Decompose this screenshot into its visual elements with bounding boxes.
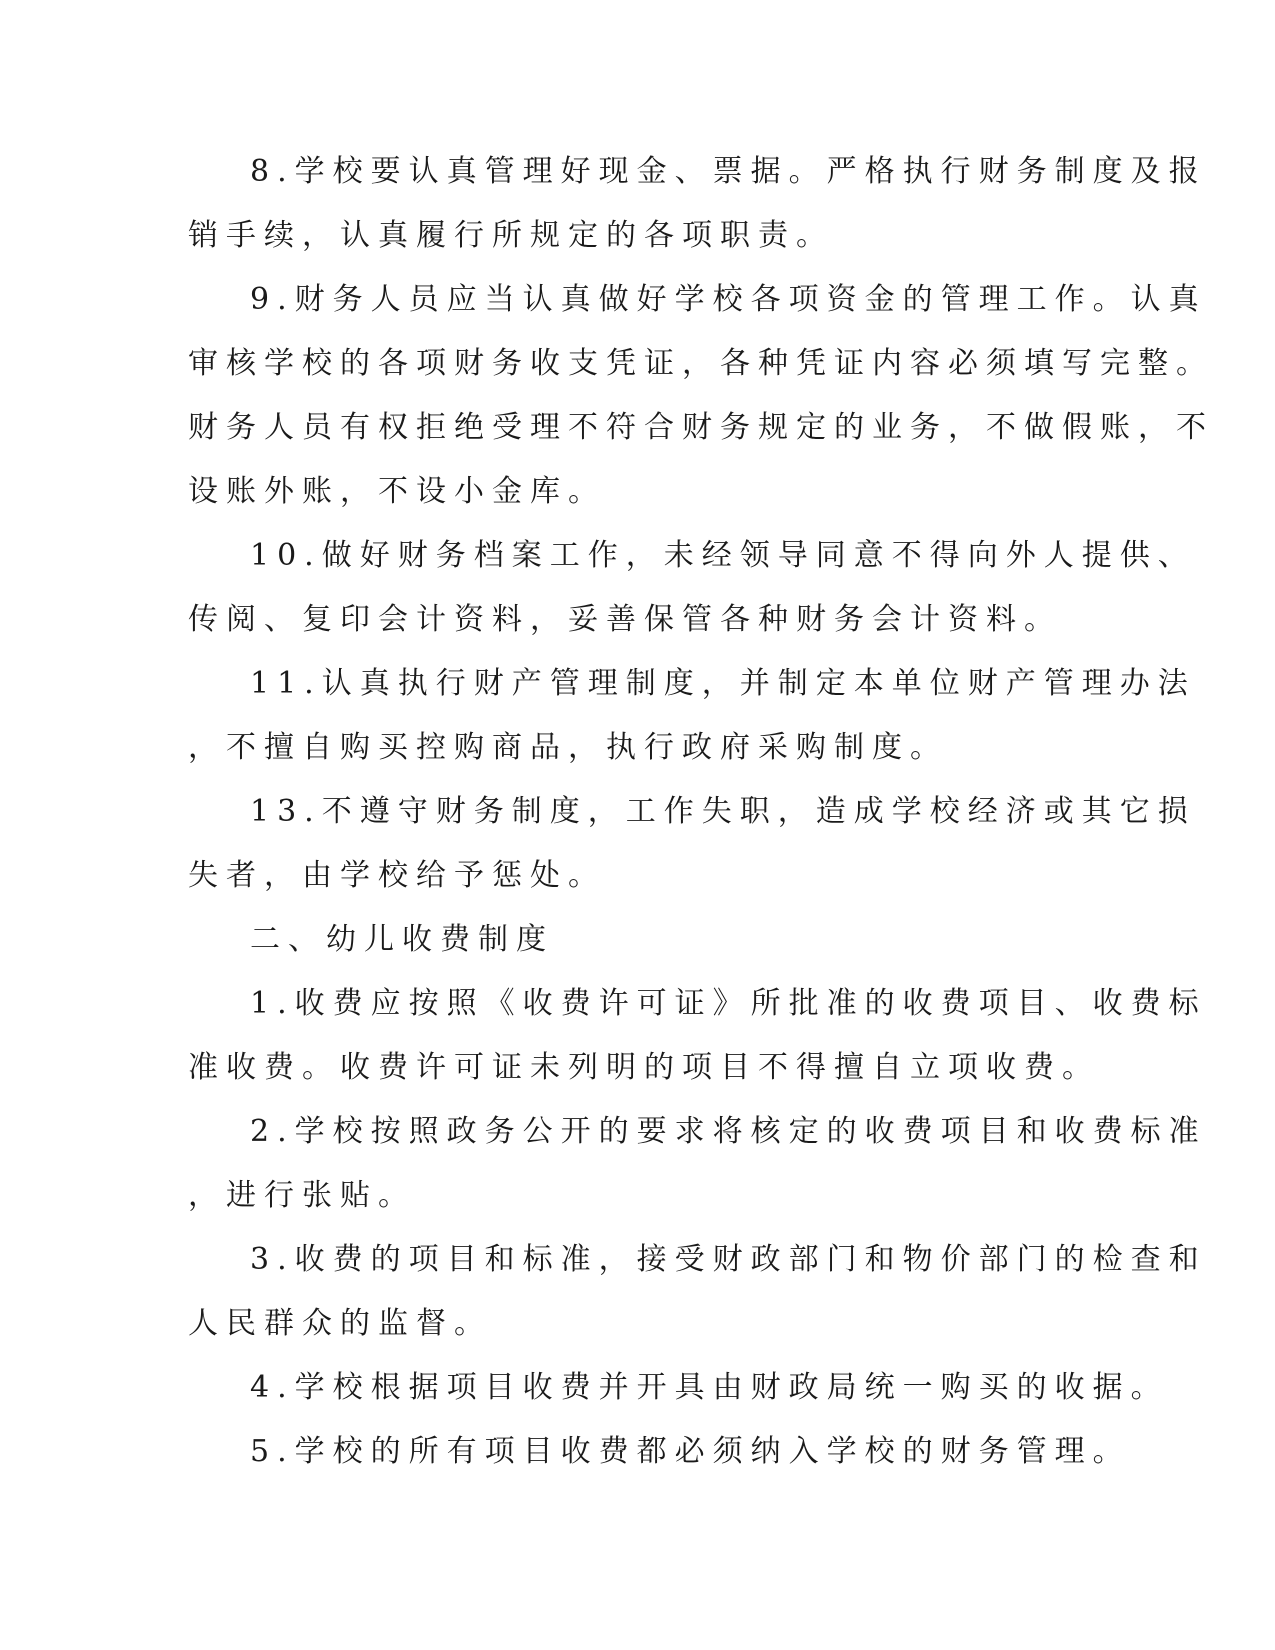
text-line: 销手续，认真履行所规定的各项职责。 [188,218,834,253]
text-line: 3.收费的项目和标准，接受财政部门和物价部门的检查和 [250,1242,1207,1277]
text-line: 1.收费应按照《收费许可证》所批准的收费项目、收费标 [250,986,1207,1021]
text-line: ，不擅自购买控购商品，执行政府采购制度。 [188,730,948,765]
text-line: 5.学校的所有项目收费都必须纳入学校的财务管理。 [250,1434,1131,1469]
text-line: 11.认真执行财产管理制度，并制定本单位财产管理办法 [250,666,1196,701]
text-line: 13.不遵守财务制度，工作失职，造成学校经济或其它损 [250,794,1196,829]
text-line: 9.财务人员应当认真做好学校各项资金的管理工作。认真 [250,282,1207,317]
text-line: 8.学校要认真管理好现金、票据。严格执行财务制度及报 [250,154,1207,189]
text-line: 人民群众的监督。 [188,1306,492,1341]
text-line: 4.学校根据项目收费并开具由财政局统一购买的收据。 [250,1370,1169,1405]
document-body [188,140,1214,1484]
text-line: 失者，由学校给予惩处。 [188,858,606,893]
text-line: 财务人员有权拒绝受理不符合财务规定的业务，不做假账，不 [188,410,1214,445]
section-heading: 二、幼儿收费制度 [250,922,554,957]
text-line: 传阅、复印会计资料，妥善保管各种财务会计资料。 [188,602,1062,637]
text-line: 2.学校按照政务公开的要求将核定的收费项目和收费标准 [250,1114,1207,1149]
text-line: 准收费。收费许可证未列明的项目不得擅自立项收费。 [188,1050,1100,1085]
text-line: 10.做好财务档案工作，未经领导同意不得向外人提供、 [250,538,1196,573]
text-line: 审核学校的各项财务收支凭证，各种凭证内容必须填写完整。 [188,346,1214,381]
text-line: ，进行张贴。 [188,1178,416,1213]
text-line: 设账外账，不设小金库。 [188,474,606,509]
